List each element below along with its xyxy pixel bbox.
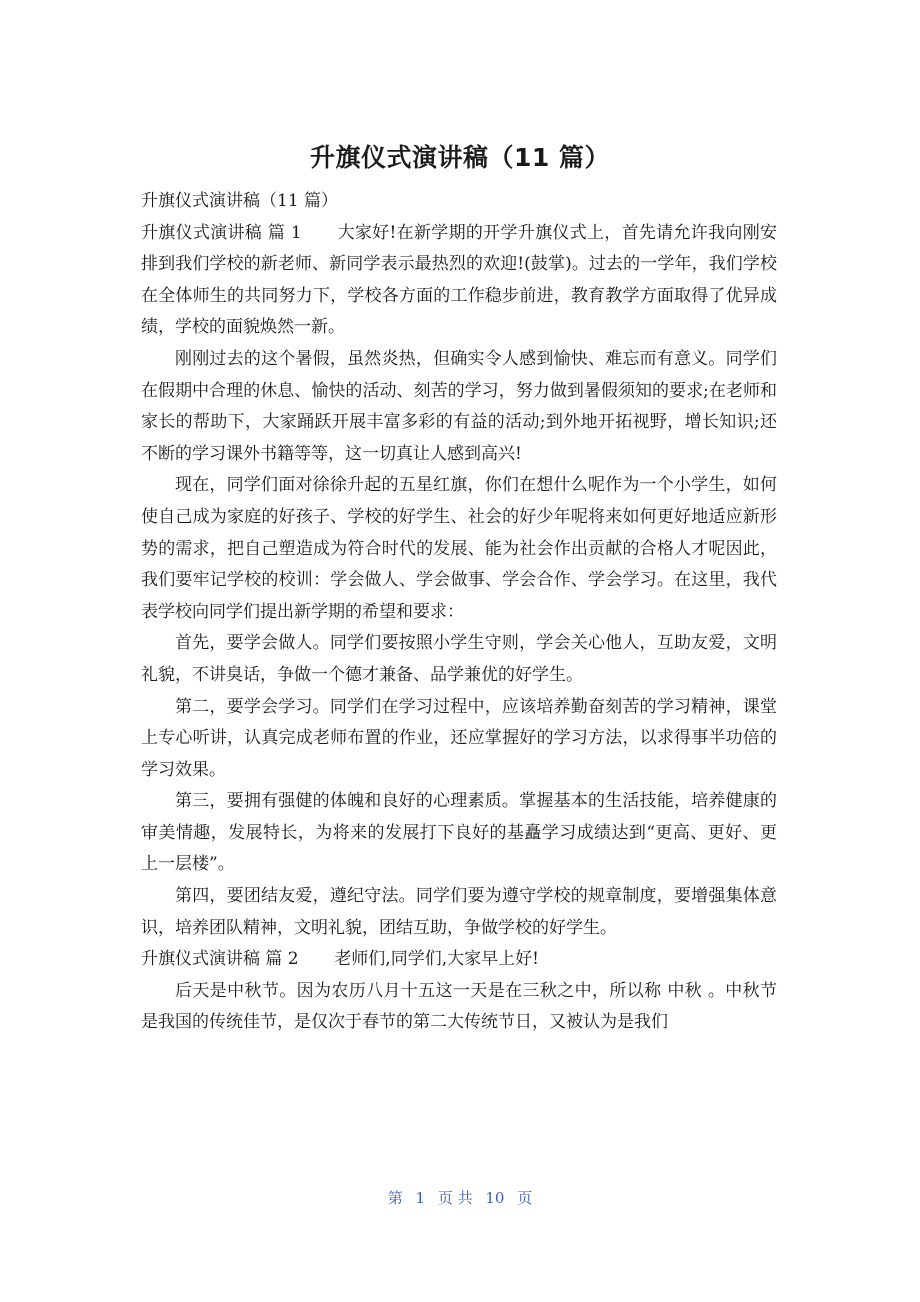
- essay-label: 升旗仪式演讲稿 篇 2: [141, 949, 299, 970]
- page-number-footer: [0, 1186, 920, 1210]
- essay-label: 升旗仪式演讲稿 篇 1: [141, 222, 302, 243]
- document-subtitle: 升旗仪式演讲稿（11 篇）: [141, 191, 339, 211]
- body-paragraph: 第三，要拥有强健的体魄和良好的心理素质。掌握基本的生活技能，培养健康的审美情趣，发展特长，为将来的发展打下良好的基矗学习成绩达到“更高、更好、更上一层楼”。: [141, 791, 777, 875]
- body-paragraph: 第四，要团结友爱，遵纪守法。同学们要为遵守学校的规章制度，要增强集体意识，培养团队精神，文明礼貌，团结互助，争做学校的好学生。: [141, 886, 777, 938]
- document-title: 升旗仪式演讲稿（11 篇）: [310, 143, 610, 172]
- body-paragraph: 后天是中秋节。因为农历八月十五这一天是在三秋之中，所以称 中秋 。中秋节是我国的传统佳节，是仅次于春节的第二大传统节日，又被认为是我们: [141, 980, 777, 1033]
- footer-current-page: 1: [415, 1189, 426, 1207]
- essay-paragraph: [141, 944, 777, 976]
- body-paragraph: 刚刚过去的这个暑假，虽然炎热，但确实令人感到愉快、难忘而有意义。同学们在假期中合理的休息、愉快的活动、刻苦的学习，努力做到暑假须知的要求;在老师和家长的帮助下，大家踊跃开展丰富多彩的有益的活动;到外地开拓视野，增长知识;还不断的学习课外书籍等等，这一切真让人感到高兴!: [141, 348, 777, 464]
- footer-word-page: 第: [387, 1189, 403, 1207]
- body-paragraph: 第二，要学会学习。同学们在学习过程中，应该培养勤奋刻苦的学习精神，课堂上专心听讲，认真完成老师布置的作业，还应掌握好的学习方法，以求得事半功倍的学习效果。: [141, 696, 777, 780]
- footer-word-page-end: 页: [517, 1189, 533, 1207]
- document-body: [141, 186, 777, 1039]
- paragraph-text: 大家好!在新学期的开学升旗仪式上，首先请允许我向刚安排到我们学校的新老师、新同学表示最热烈的欢迎!(鼓掌)。过去的一学年，我们学校在全体师生的共同努力下，学校各方面的工作稳步前进，教育教学方面取得了优异成绩，学校的面貌焕然一新。: [141, 222, 777, 338]
- body-paragraph: 现在，同学们面对徐徐升起的五星红旗，你们在想什么呢作为一个小学生，如何使自己成为家庭的好孩子、学校的好学生、社会的好少年呢将来如何更好地适应新形势的需求，把自己塑造成为符合时代的发展、能为社会作出贡献的合格人才呢因此，我们要牢记学校的校训：学会做人、学会做事、学会合作、学会学习。在这里，我代表学校向同学们提出新学期的希望和要求：: [141, 475, 777, 622]
- footer-word-page-total: 页 共: [437, 1189, 473, 1207]
- essay-paragraph: [141, 218, 777, 344]
- paragraph-text: 老师们,同学们,大家早上好!: [334, 949, 539, 970]
- body-paragraph: 首先，要学会做人。同学们要按照小学生守则，学会关心他人，互助友爱，文明礼貌，不讲臭话，争做一个德才兼备、品学兼优的好学生。: [141, 633, 777, 685]
- footer-total-pages: 10: [485, 1189, 505, 1207]
